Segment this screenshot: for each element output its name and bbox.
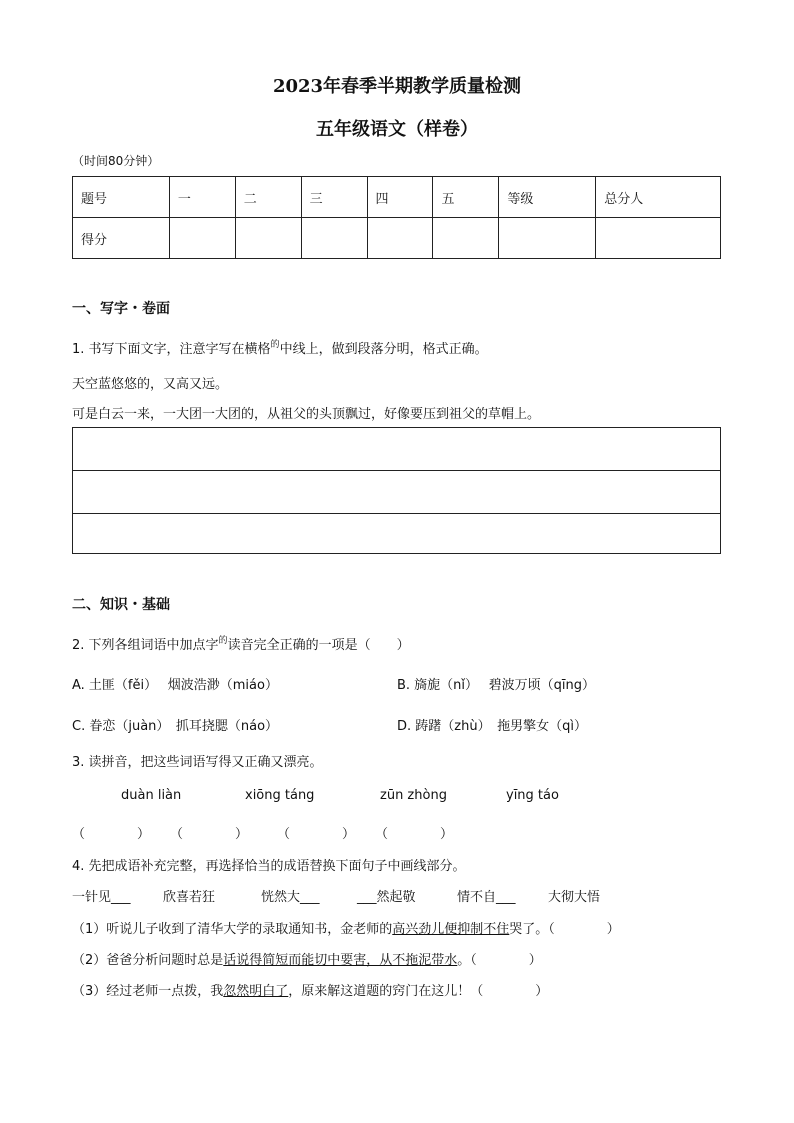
q2-text-a: 2. 下列各组词语中加点字	[72, 638, 219, 653]
grid-line	[73, 513, 720, 514]
idiom-6: 大彻大悟	[548, 890, 601, 905]
answer-blank-4[interactable]: （ ）	[375, 827, 454, 842]
exam-subtitle: 五年级语文（样卷）	[316, 119, 478, 140]
sentence-1-a: （1）听说儿子收到了清华大学的录取通知书，金老师的	[72, 922, 393, 937]
idiom-1[interactable]: 一针见___	[72, 890, 131, 905]
idiom-4[interactable]: ___然起敬	[357, 890, 416, 905]
q2-prompt	[72, 634, 410, 653]
q2-text-b: 读音完全正确的一项是（ ）	[227, 638, 410, 653]
score-table	[72, 176, 721, 259]
score-input-cell[interactable]	[235, 218, 301, 259]
idiom-5[interactable]: 情不自___	[457, 890, 516, 905]
section2-heading: 二、知识・基础	[72, 597, 170, 613]
idiom-3[interactable]: 恍然大___	[261, 890, 320, 905]
q3-prompt: 3. 读拼音，把这些词语写得又正确又漂亮。	[72, 755, 323, 770]
sentence-3-a: （3）经过老师一点拨，我	[72, 984, 224, 999]
sentence-3	[72, 980, 548, 999]
section1-heading: 一、写字・卷面	[72, 301, 170, 317]
table-cell: 四	[367, 177, 433, 218]
pinyin-2: xiōng táng	[245, 788, 315, 803]
exam-title: 2023年春季半期教学质量检测	[272, 76, 522, 97]
score-input-cell[interactable]	[433, 218, 499, 259]
q1-text-b: 中线上，做到段落分明，格式正确。	[279, 342, 488, 357]
writing-grid[interactable]	[72, 427, 721, 554]
pinyin-1: duàn liàn	[121, 788, 182, 803]
option-a[interactable]: A. 土匪（fěi） 烟波浩渺（miáo）	[72, 678, 278, 693]
q1-line2: 可是白云一来，一大团一大团的，从祖父的头顶飘过，好像要压到祖父的草帽上。	[72, 407, 541, 422]
table-cell: 题号	[73, 177, 170, 218]
table-cell: 总分人	[596, 177, 721, 218]
pinyin-3: zūn zhòng	[380, 788, 447, 803]
pinyin-4: yīng táo	[506, 788, 559, 803]
sentence-2-a: （2）爸爸分析问题时总是	[72, 953, 224, 968]
score-input-cell[interactable]	[301, 218, 367, 259]
score-input-cell[interactable]	[169, 218, 235, 259]
answer-blank-2[interactable]: （ ）	[170, 827, 249, 842]
idiom-2: 欣喜若狂	[163, 890, 216, 905]
sentence-1-underlined: 高兴劲儿便抑制不住	[392, 922, 510, 937]
option-d[interactable]: D. 踌躇（zhù） 拖男擎女（qì）	[397, 719, 587, 734]
grid-line	[73, 470, 720, 471]
table-cell: 等级	[499, 177, 596, 218]
table-cell: 得分	[73, 218, 170, 259]
score-input-cell[interactable]	[367, 218, 433, 259]
q1-ruby: 的	[270, 340, 280, 350]
q2-ruby: 的	[218, 636, 228, 646]
table-cell: 二	[235, 177, 301, 218]
table-row	[73, 218, 721, 259]
sentence-3-b[interactable]: ，原来解这道题的窍门在这儿！（ ）	[288, 984, 549, 999]
time-note: （时间80分钟）	[72, 154, 160, 168]
table-cell: 三	[301, 177, 367, 218]
answer-blank-3[interactable]: （ ）	[277, 827, 356, 842]
sentence-3-underlined: 忽然明白了	[223, 984, 289, 999]
q1-line1: 天空蓝悠悠的，又高又远。	[72, 377, 229, 392]
sentence-2-b[interactable]: 。（ ）	[457, 953, 542, 968]
sentence-1-b[interactable]: 哭了。（ ）	[509, 922, 620, 937]
sentence-2	[72, 949, 542, 968]
q1-text-a: 1. 书写下面文字，注意字写在横格	[72, 342, 271, 357]
table-row	[73, 177, 721, 218]
sentence-2-underlined: 话说得简短而能切中要害，从不拖泥带水	[223, 953, 458, 968]
sentence-1	[72, 918, 620, 937]
table-cell: 五	[433, 177, 499, 218]
table-cell: 一	[169, 177, 235, 218]
q1-prompt	[72, 338, 488, 357]
answer-blank-1[interactable]: （ ）	[72, 827, 151, 842]
q4-prompt: 4. 先把成语补充完整，再选择恰当的成语替换下面句子中画线部分。	[72, 859, 466, 874]
score-input-cell[interactable]	[499, 218, 596, 259]
score-input-cell[interactable]	[596, 218, 721, 259]
option-b[interactable]: B. 旖旎（nǐ） 碧波万顷（qīng）	[397, 678, 596, 693]
option-c[interactable]: C. 眷恋（juàn） 抓耳挠腮（náo）	[72, 719, 279, 734]
